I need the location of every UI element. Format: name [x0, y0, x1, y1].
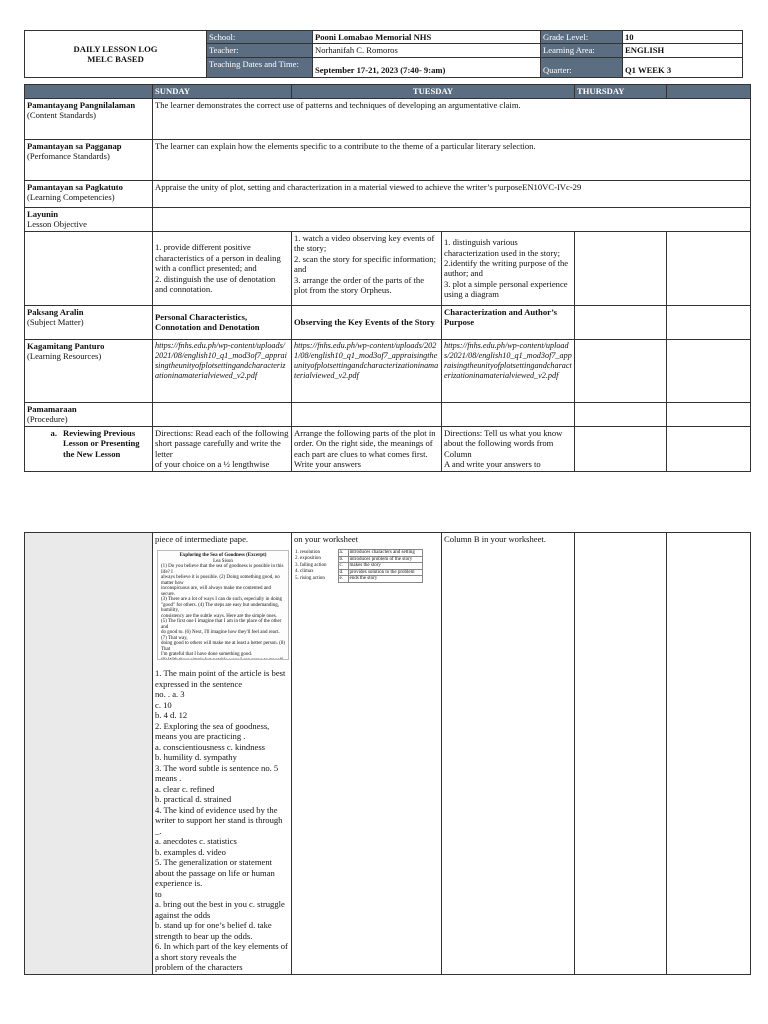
article-line: (3) There are a lot of ways I can do such, especially in doing — [161, 597, 282, 603]
resource-link-2[interactable]: https://fnhs.edu.ph/wp-content/uploads/2021/08/english10_q1_mod3of7_appraisingtheunityofplotsettingandcharacterizationinamaterialviewed_v2.pdf — [292, 339, 442, 402]
quarter-label: Quarter: — [541, 57, 623, 77]
plot-part: 1. resolution — [295, 549, 320, 555]
plot-meaning: ends the story — [348, 576, 422, 583]
competency-text: Appraise the unity of plot, setting and characterization in a material viewed to achieve the writer’s purposeEN10VC-IVc-29 — [153, 181, 751, 208]
day-thursday: THURSDAY — [575, 85, 667, 99]
subject-col2: Observing the Key Events of the Story — [292, 305, 442, 339]
question-line: b. 4 d. 12 — [155, 710, 188, 721]
school-label: School: — [207, 31, 313, 44]
review-col2: Arrange the following parts of the plot in order. On the right side, the meanings of each part are clues to what comes first. Write your answers — [292, 426, 442, 471]
objective-col1: 1. provide different positive characteristics of a person in dealing with a conflict presented; and 2. distinguish the use of denotation and connotation. — [153, 231, 292, 305]
worksheet-col3: Column B in your worksheet. — [442, 533, 575, 975]
question-line: no. . a. 3 — [155, 689, 185, 700]
question-line: to — [155, 888, 162, 899]
question-line: 3. The word subtle is sentence no. 5 means . — [155, 762, 279, 784]
review-label: a. Reviewing Previous Lesson or Presenting the New Lesson — [25, 426, 153, 471]
header-table — [24, 30, 743, 78]
teacher-value: Norhanifah C. Romoros — [313, 44, 541, 57]
resource-link-3[interactable]: https://fnhs.edu.ph/wp-content/uploads/2021/08/english10_q1_mod3of7_appraisingtheunityofplotsettingandcharacterizationinamaterialviewed_v2.pdf — [442, 339, 575, 402]
lesson-table — [24, 84, 751, 472]
question-line: a. clear c. refined — [155, 783, 215, 794]
objective-col3: 1. distinguish various characterization used in the story; 2.identify the writing purpose of the author; and 3. plot a simple personal experience using a diagram — [442, 231, 575, 305]
plot-meaning: introduces characters and setting — [348, 550, 422, 557]
plot-letter: e. — [338, 576, 348, 583]
day-tuesday: TUESDAY — [292, 85, 575, 99]
article-line: (1) Do you believe that the sea of goodness is possible in this life? I — [161, 564, 284, 575]
plot-letter: d. — [338, 569, 348, 576]
article-line: consistency are the subtle ways. Here are the simple ones. — [161, 613, 277, 619]
article-line: (5) The first one I imagine that I am in the place of the other and — [161, 619, 282, 630]
question-line: b. practical d. strained — [155, 794, 232, 805]
question-line: 1. The main point of the article is best expressed in the sentence — [155, 668, 286, 689]
objective-label: Layunin Lesson Objective — [25, 208, 153, 232]
continuation-table — [24, 532, 751, 975]
resources-label: Kagamitang Panturo (Learning Resources) — [25, 339, 153, 402]
plot-meaning: makes the story — [348, 563, 422, 570]
plot-letter: b. — [338, 556, 348, 563]
question-line: b. stand up for one’s belief d. take strength to bear up the odds. — [155, 920, 272, 941]
objective-col2: 1. watch a video observing key events of the story; 2. scan the story for specific information; and 3. arrange the order of the parts of the plot from the story Orpheus. — [292, 231, 442, 305]
question-line: 5. The generalization or statement about the passage on life or human experience is. — [155, 857, 275, 889]
article-line: "good" for others. (4) The steps are easy but undemanding, humility, — [161, 602, 279, 614]
plot-part: 3. falling action — [295, 562, 327, 568]
review-col3: Directions: Tell us what you know about the following words from Column A and write your answers to — [442, 426, 575, 471]
plot-meaning: provides solution to the problem — [348, 569, 422, 576]
plot-part: 5. rising action — [295, 575, 325, 581]
resource-link-1[interactable]: https://fnhs.edu.ph/wp-content/uploads/2021/08/english10_q1_mod3of7_appraisingtheunityofplotsettingandcharacterizationinamaterialviewed_v2.pdf — [153, 339, 292, 402]
grade-value: 10 — [623, 31, 743, 44]
quiz-questions — [155, 668, 289, 972]
dates-value: September 17-21, 2023 (7:40- 9:am) — [313, 57, 541, 77]
area-value: ENGLISH — [623, 44, 743, 57]
article-line: doing good to others will make me at least a better person. (8) That — [161, 641, 285, 652]
article-line: do good to. (6) Next, I'll imagine how they'll feel and react. (7) That way, — [161, 630, 280, 641]
review-col1: Directions: Read each of the following short passage carefully and write the letter of your choice on a ½ lengthwise — [153, 426, 292, 471]
content-standard-label: Pamantayang Pangnilalaman (Content Standards) — [25, 99, 153, 140]
school-value: Pooni Lomabao Memorial NHS — [313, 31, 541, 44]
question-line: 4. The kind of evidence used by the writer to support her stand is through _. — [155, 804, 283, 836]
dates-label: Teaching Dates and Time: — [207, 57, 313, 77]
plot-letter: a. — [338, 550, 348, 557]
plot-matching-table — [294, 549, 423, 583]
article-line: always believe it is possible. (2) Doing something good, no matter how — [161, 575, 280, 586]
article-text — [161, 564, 285, 660]
plot-meaning: introduces problem of the story — [348, 556, 422, 563]
worksheet-col2: on your worksheet 1. resolution a. introduces characters and setting 2. exposition b. introduces problem of the story 3. falling action c. makes the story 4. climax d. provides solution to the problem 5. rising action e. ends the story — [292, 533, 442, 975]
article-line: I'm grateful that I have done something good. — [161, 652, 253, 658]
plot-letter: c. — [338, 563, 348, 570]
question-line: a. bring out the best in you c. struggle against the odds — [155, 899, 285, 920]
day-sunday: SUNDAY — [153, 85, 292, 99]
subject-col1: Personal Characteristics, Connotation and Denotation — [153, 305, 292, 339]
grade-label: Grade Level: — [541, 31, 623, 44]
worksheet-col1: piece of intermediate pape. Exploring the Sea of Goodness (Excerpt) Lea Sison (1) Do you believe that the sea of goodness is possible in this life? I always believe it is possible. (2) Doing something good, no matter how inconspicuous are, will always make me contented and secure. (3) There are a lot of ways I can do such, especially in doing "good" for others. (4) The steps are easy but undemanding, humility, consistency are the subtle ways. Here are the simple ones. (5) The first one I imagine that I am in the place of the other and do good to. (6) Next, I'll imagine how they'll feel and react. (7) That way, doing good to others will make me at least a better person. (8) That I'm grateful that I have done something good. (9) With these simple but notable ways I can prove to myself 1. The main point of the article is best expressed in the sentence no. . a. 3 c. 10 b. 4 d. 12 2. Exploring the sea of goodness, means you are practicing . a. conscientiousness c. kindness b. humility d. sympathy 3. The word subtle is sentence no. 5 means . a. clear c. refined b. practical d. strained 4. The kind of evidence used by the writer to support her stand is through _. a. anecdotes c. statistics b. examples d. video 5. The generalization or statement about the passage on life or human experience is. to a. bring out the best in you c. struggle against the odds b. stand up for one’s belief d. take strength to bear up the odds. 6. In which part of the key elements of a short story reveals the problem of the characters — [153, 533, 292, 975]
plot-part: 4. climax — [295, 569, 314, 575]
question-line: a. anecdotes c. statistics — [155, 836, 237, 847]
teacher-label: Teacher: — [207, 44, 313, 57]
question-line: c. 10 — [155, 699, 172, 710]
question-line: a. conscientiousness c. kindness — [155, 741, 266, 752]
article-excerpt-image: Exploring the Sea of Goodness (Excerpt) Lea Sison (1) Do you believe that the sea of goodness is possible in this life? I always believe it is possible. (2) Doing something good, no matter how inconspicuous are, will always make me contented and secure. (3) There are a lot of ways I can do such, especially in doing "good" for others. (4) The steps are easy but undemanding, humility, consistency are the subtle ways. Here are the simple ones. (5) The first one I imagine that I am in the place of the other and do good to. (6) Next, I'll imagine how they'll feel and react. (7) That way, doing good to others will make me at least a better person. (8) That I'm grateful that I have done something good. (9) With these simple but notable ways I can prove to myself — [157, 550, 289, 660]
performance-standard-text: The learner can explain how the elements specific to a contribute to the theme of a particular literary selection. — [153, 140, 751, 181]
question-line: problem of the characters — [155, 962, 243, 973]
procedure-label: Pamamaraan (Procedure) — [25, 402, 153, 426]
content-standard-text: The learner demonstrates the correct use of patterns and techniques of developing an argumentative claim. — [153, 99, 751, 140]
subject-col3: Characterization and Author’s Purpose — [442, 305, 575, 339]
question-line: b. examples d. video — [155, 846, 226, 857]
question-line: 6. In which part of the key elements of a short story reveals the — [155, 941, 288, 962]
area-label: Learning Area: — [541, 44, 623, 57]
article-line: inconspicuous are, will always make me contented and secure. — [161, 586, 271, 597]
question-line: 2. Exploring the sea of goodness, means you are practicing . — [155, 720, 270, 742]
plot-row — [294, 576, 422, 583]
plot-part: 2. exposition — [295, 556, 321, 562]
performance-standard-label: Pamantayan sa Pagganap (Perfomance Standards) — [25, 140, 153, 181]
day-header-row — [25, 85, 751, 99]
quarter-value: Q1 WEEK 3 — [623, 57, 743, 77]
log-title: DAILY LESSON LOG MELC BASED — [25, 31, 207, 78]
competency-label: Pamantayan sa Pagkatuto (Learning Competencies) — [25, 181, 153, 208]
question-line: b. humility d. sympathy — [155, 752, 237, 763]
article-line: (9) With these simple but notable ways I can prove to myself — [161, 657, 283, 661]
subject-label: Paksang Aralin (Subject Matter) — [25, 305, 153, 339]
